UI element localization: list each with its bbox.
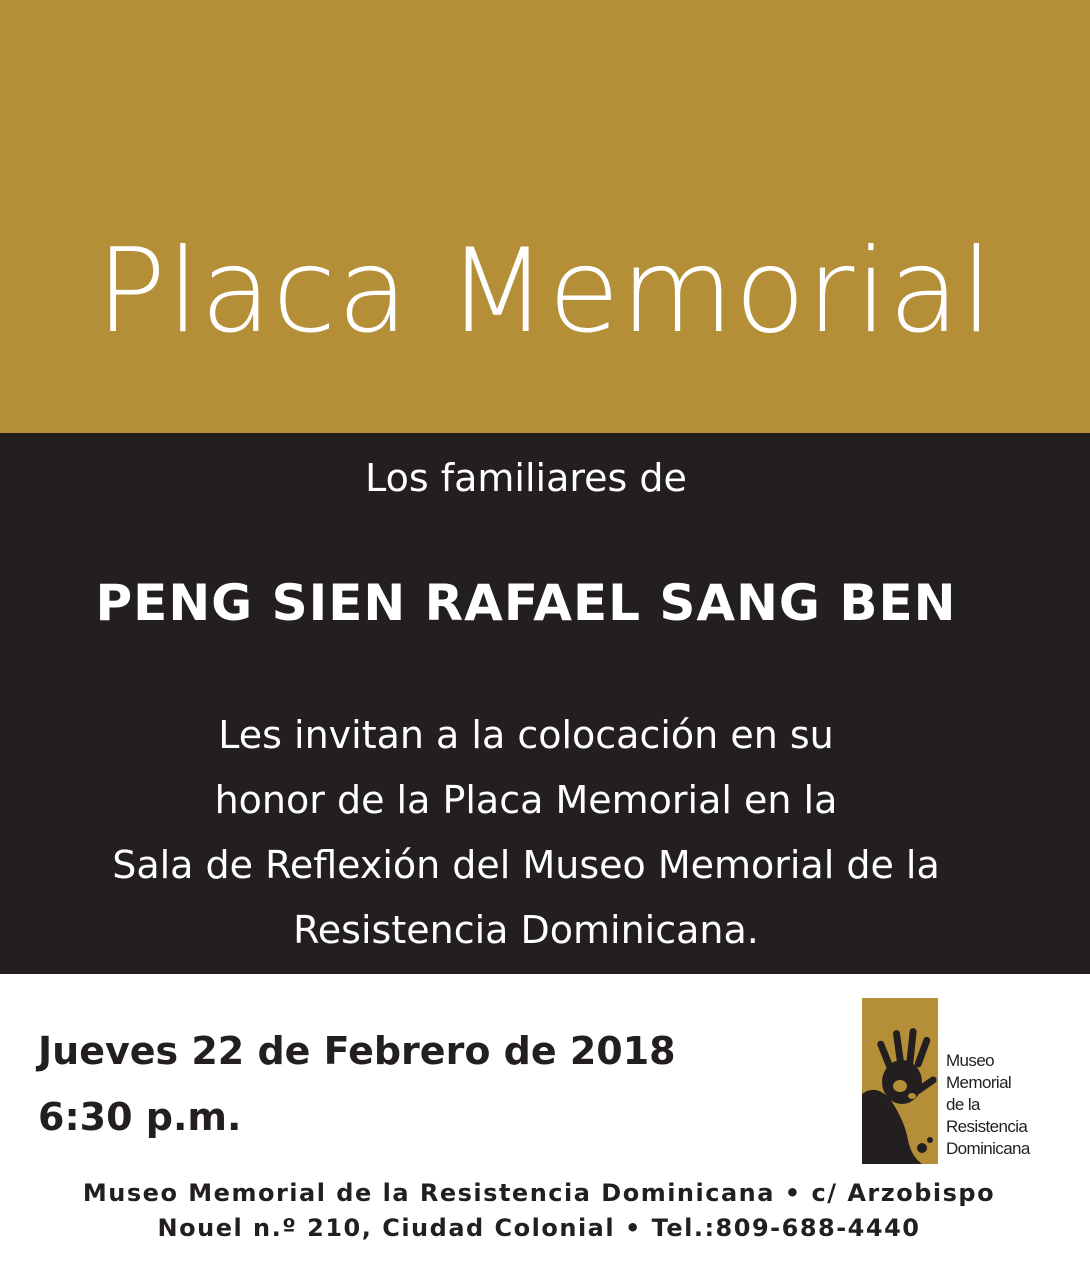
event-time: 6:30 p.m. xyxy=(38,1095,242,1139)
logo-line: Museo xyxy=(946,1051,995,1070)
invitation-line: Sala de Reflexión del Museo Memorial de la xyxy=(112,843,940,887)
handprint-icon xyxy=(862,998,938,1164)
intro-text: Los familiares de xyxy=(365,456,687,500)
logo-line: Dominicana xyxy=(946,1139,1030,1158)
footer-line: Nouel n.º 210, Ciudad Colonial • Tel.:809-688-4440 xyxy=(157,1214,921,1242)
invitation-line: honor de la Placa Memorial en la xyxy=(214,778,838,822)
museum-logo xyxy=(862,998,1042,1164)
page-title: Placa Memorial xyxy=(96,224,994,359)
invitation-line: Resistencia Dominicana. xyxy=(293,908,759,952)
logo-line: Memorial xyxy=(946,1073,1012,1092)
logo-line: de la xyxy=(946,1095,980,1114)
address-footer xyxy=(0,1176,1078,1246)
footer-line: Museo Memorial de la Resistencia Dominicana • c/ Arzobispo xyxy=(82,1179,996,1207)
logo-line: Resistencia xyxy=(946,1117,1028,1136)
invitation-text xyxy=(0,703,1052,963)
honoree-name: PENG SIEN RAFAEL SANG BEN xyxy=(95,574,957,632)
logo-wordmark xyxy=(946,1050,1030,1160)
title-band xyxy=(0,0,1090,433)
event-date: Jueves 22 de Febrero de 2018 xyxy=(38,1029,676,1073)
invitation-line: Les invitan a la colocación en su xyxy=(218,713,834,757)
